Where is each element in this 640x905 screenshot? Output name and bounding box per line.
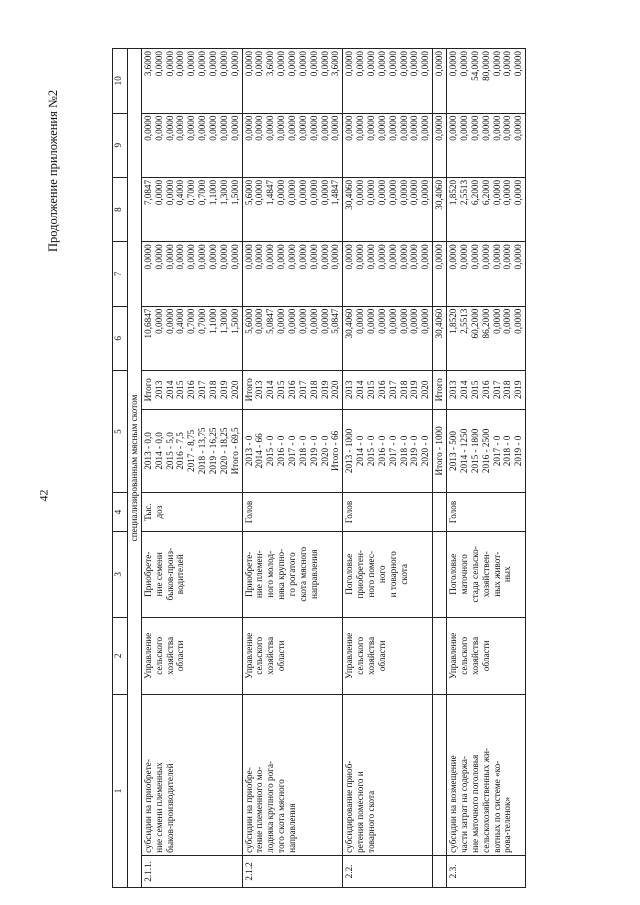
row-targets: Итого - 1000 — [433, 409, 447, 493]
row-unit: Голов — [242, 493, 343, 532]
row-col-7: 0,0000 0,0000 0,0000 0,0000 0,0000 0,0000 0,0000 0,0000 0,0000 — [242, 242, 343, 306]
table-row — [141, 49, 242, 888]
row-unit: Тыс. доз — [141, 493, 242, 532]
row-col-8: 7,0847 0,0000 0,0000 0,4000 0,7000 0,7000 1,1000 1,3000 1,5000 — [141, 177, 242, 241]
row-executor: Управление сельского хозяйства области — [447, 617, 526, 694]
row-executor: Управление сельского хозяйства области — [141, 617, 242, 694]
row-number: 2.1.1. — [141, 855, 242, 887]
row-years: Итого 2013 2014 2015 2016 2017 2018 2019 2020 — [242, 370, 343, 409]
row-targets: 2013 - 0,0 2014 - 0,0 2015 - 5,0 2016 - 7,5 2017 - 8,75 2018 - 13,75 2019 - 16,25 2020 - 18,25 Итого - 69,5 — [141, 409, 242, 493]
header-row — [113, 49, 128, 888]
row-years: 2013 2014 2015 2016 2017 2018 2019 2020 — [343, 370, 433, 409]
row-unit: Голов — [447, 493, 526, 532]
header-col-6: 6 — [113, 306, 128, 370]
row-col-10: 0,0000 0,0000 54,0000 80,0000 0,0000 0,0000 0,0000 — [447, 49, 526, 114]
row-total: 30,4060 0,0000 0,0000 0,0000 0,0000 0,0000 0,0000 0,0000 — [343, 306, 433, 370]
continuation-title: Продолжение приложения №2 — [46, 89, 60, 252]
row-years: Итого 2013 2014 2015 2016 2017 2018 2019 2020 — [141, 370, 242, 409]
row-executor — [433, 617, 447, 694]
row-col-7: 0,0000 0,0000 0,0000 0,0000 0,0000 0,0000 0,0000 — [447, 242, 526, 306]
row-col-9: 0,0000 0,0000 0,0000 0,0000 0,0000 0,0000 0,0000 0,0000 0,0000 — [141, 113, 242, 177]
row-col-7: 0,0000 — [433, 242, 447, 306]
row-description: субсидии на приобрете- ние семени племенных быков-производителей — [141, 694, 242, 855]
header-col-2: 2 — [113, 617, 128, 694]
budget-table — [112, 48, 526, 888]
row-number — [433, 855, 447, 887]
page-number: 42 — [36, 489, 51, 502]
row-description: субсидирование приоб- ретения помесного и товарного скота — [343, 694, 433, 855]
row-unit — [433, 493, 447, 532]
header-col-1: 1 — [113, 694, 128, 887]
row-col-8: 1,8520 2,5513 6,2000 6,2000 0,0000 0,0000 0,0000 — [447, 177, 526, 241]
header-col-7: 7 — [113, 242, 128, 306]
row-col-10: 0,0000 0,0000 0,0000 0,0000 0,0000 0,0000 0,0000 0,0000 — [343, 49, 433, 114]
row-targets: 2013 - 1000 2014 - 0 2015 - 0 2016 - 0 2017 - 0 2018 - 0 2019 - 0 2020 - 0 — [343, 409, 433, 493]
row-description: субсидии на приобре- тение племенного мо- лодняка крупного рога- того скота мясного направления — [242, 694, 343, 855]
row-years: Итого — [433, 370, 447, 409]
row-col-7: 0,0000 0,0000 0,0000 0,0000 0,0000 0,0000 0,0000 0,0000 — [343, 242, 433, 306]
row-targets: 2013 - 500 2014 - 1250 2015 - 1800 2016 - 2500 2017 - 0 2018 - 0 2019 - 0 — [447, 409, 526, 493]
rotated-table-sheet — [112, 48, 612, 888]
row-col-9: 0,0000 0,0000 0,0000 0,0000 0,0000 0,0000 0,0000 0,0000 — [343, 113, 433, 177]
header-col-4: 4 — [113, 493, 128, 532]
row-total: 1,8520 2,5513 60,2000 86,2000 0,0000 0,0000 0,0000 — [447, 306, 526, 370]
row-executor: Управление сельского хозяйства области — [343, 617, 433, 694]
row-number: 2.1.2 — [242, 855, 343, 887]
row-col-9: 0,0000 — [433, 113, 447, 177]
row-total: 10,6847 0,0000 0,0000 0,4000 0,7000 0,7000 1,1000 1,3000 1,5000 — [141, 306, 242, 370]
row-total: 30,4060 — [433, 306, 447, 370]
subheader-text: специализированным мясным скотом — [128, 49, 142, 888]
row-targets: 2013 - 0 2014 - 66 2015 - 0 2016 - 0 2017 - 0 2018 - 0 2019 - 0 2020 - 0 Итого - 66 — [242, 409, 343, 493]
row-col-8: 30,4060 — [433, 177, 447, 241]
row-indicator: Приобрете- ние племен- ного молод- няка крупно- го рогатого скота мясного направления — [242, 531, 343, 617]
row-col-7: 0,0000 0,0000 0,0000 0,0000 0,0000 0,0000 0,0000 0,0000 0,0000 — [141, 242, 242, 306]
row-col-9: 0,0000 0,0000 0,0000 0,0000 0,0000 0,0000 0,0000 0,0000 0,0000 — [242, 113, 343, 177]
header-col-10: 10 — [113, 49, 128, 114]
header-col-5: 5 — [113, 370, 128, 492]
row-executor: Управление сельского хозяйства области — [242, 617, 343, 694]
row-unit: Голов — [343, 493, 433, 532]
row-indicator: Поголовье приобретен- ного помес- ного и товарного скота — [343, 531, 433, 617]
row-col-8: 30,4060 0,0000 0,0000 0,0000 0,0000 0,0000 0,0000 0,0000 — [343, 177, 433, 241]
subheader-row — [128, 49, 142, 888]
row-number: 2.3. — [447, 855, 526, 887]
table-row — [343, 49, 433, 888]
header-col-3: 3 — [113, 531, 128, 617]
row-indicator — [433, 531, 447, 617]
row-indicator: Поголовье маточного стада сельско- хозяйствен- ных живот- ных — [447, 531, 526, 617]
row-description: субсидии на возмещение части затрат на содержа- ние маточного поголовья сельскохозяйственных жи- вотных по системе «ко- рова-теленок» — [447, 694, 526, 855]
row-description — [433, 694, 447, 855]
table-row — [242, 49, 343, 888]
table-row — [447, 49, 526, 888]
row-col-10: 0,0000 — [433, 49, 447, 114]
row-col-10: 0,0000 0,0000 3,6000 0,0000 0,0000 0,0000 0,0000 0,0000 3,6000 — [242, 49, 343, 114]
row-total: 5,6000 0,0000 5,0847 0,0000 0,0000 0,0000 0,0000 0,0000 5,0847 — [242, 306, 343, 370]
row-col-8: 5,6000 0,0000 1,4847 0,0000 0,0000 0,0000 0,0000 0,0000 1,4847 — [242, 177, 343, 241]
table-row-total — [433, 49, 447, 888]
row-col-9: 0,0000 0,0000 0,0000 0,0000 0,0000 0,0000 0,0000 — [447, 113, 526, 177]
row-col-10: 3,6000 0,0000 0,0000 0,0000 0,0000 0,0000 0,0000 0,0000 0,0000 — [141, 49, 242, 114]
row-years: 2013 2014 2015 2016 2017 2018 2019 — [447, 370, 526, 409]
row-number: 2.2. — [343, 855, 433, 887]
row-indicator: Приобрете- ние семени быков-произ- водителей — [141, 531, 242, 617]
header-col-8: 8 — [113, 177, 128, 241]
header-col-9: 9 — [113, 113, 128, 177]
